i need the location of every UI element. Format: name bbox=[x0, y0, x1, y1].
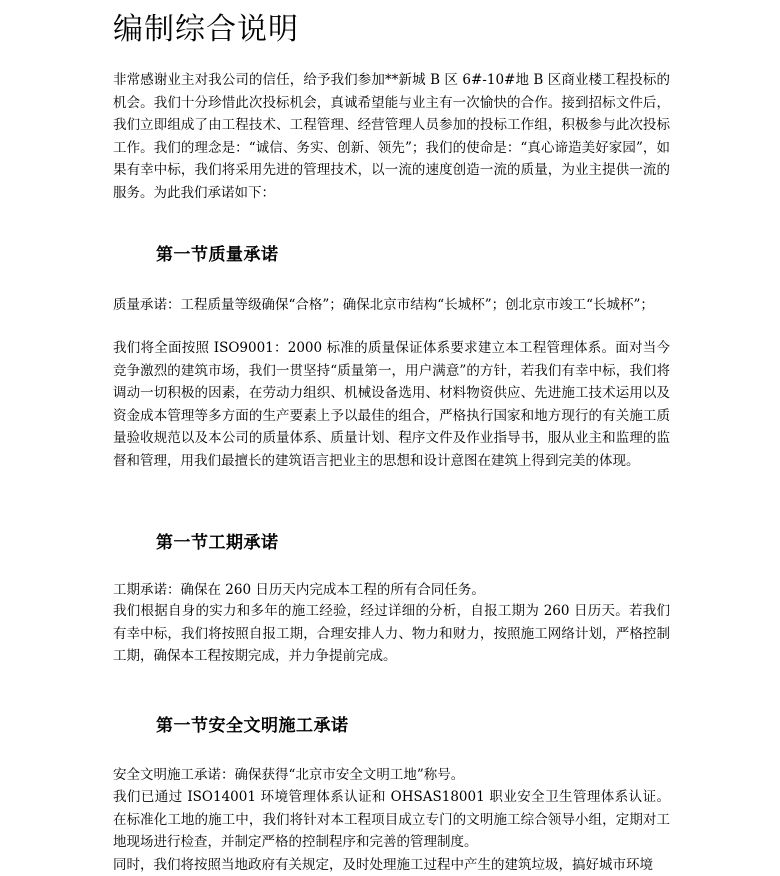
safety-certification-paragraph bbox=[113, 786, 670, 876]
section-heading-safety: 第一节安全文明施工承诺 bbox=[156, 716, 349, 736]
schedule-plan-paragraph: 我们根据自身的实力和多年的施工经验，经过详细的分析，自报工期为 260 日历天。若我们有幸中标，我们将按照自报工期，合理安排人力、物力和财力，按照施工网络计划，严格控制工期，确保本工程按期完成，并力争提前完成。 bbox=[113, 603, 670, 665]
safety-certification-text: 我们已通过 ISO14001 环境管理体系认证和 OHSAS18001 职业安全卫生管理体系认证。在标准化工地的施工中，我们将针对本工程项目成立专门的文明施工综合领导小组，定期对工地现场进行检查，并制定严格的控制程序和完善的管理制度。 bbox=[113, 789, 670, 851]
safety-environment-text: 同时，我们将按照当地政府有关规定，及时处理施工过程中产生的建筑垃圾，搞好城市环境 bbox=[113, 856, 653, 873]
section-heading-quality: 第一节质量承诺 bbox=[156, 245, 279, 265]
schedule-commitment-paragraph: 工期承诺：确保在 260 日历天内完成本工程的所有合同任务。 bbox=[113, 582, 485, 598]
document-title: 编制综合说明 bbox=[113, 12, 299, 47]
safety-commitment-paragraph: 安全文明施工承诺：确保获得“北京市安全文明工地”称号。 bbox=[113, 767, 465, 783]
quality-system-paragraph: 我们将全面按照 ISO9001：2000 标准的质量保证体系要求建立本工程管理体系。面对当今竞争激烈的建筑市场，我们一贯坚持“质量第一，用户满意”的方针，若我们有幸中标，我们将调动一切积极的因素，在劳动力组织、机械设备选用、材料物资供应、先进施工技术运用以及资金成本管理等多方面的生产要素上予以最佳的组合，严格执行国家和地方现行的有关施工质量验收规范以及本公司的质量体系、质量计划、程序文件及作业指导书，服从业主和监理的监督和管理，用我们最擅长的建筑语言把业主的思想和设计意图在建筑上得到完美的体现。 bbox=[113, 340, 670, 469]
section-heading-schedule: 第一节工期承诺 bbox=[156, 533, 279, 553]
intro-paragraph: 非常感谢业主对我公司的信任，给予我们参加**新城 B 区 6#-10#地 B 区商业楼工程投标的机会。我们十分珍惜此次投标机会，真诚希望能与业主有一次愉快的合作。接到招标文件后，我们立即组成了由工程技术、工程管理、经营管理人员参加的投标工作组，积极参与此次投标工作。我们的理念是：“诚信、务实、创新、领先”；我们的使命是：“真心谛造美好家园”，如果有幸中标，我们将采用先进的管理技术，以一流的速度创造一流的质量，为业主提供一流的服务。为此我们承诺如下： bbox=[113, 72, 670, 201]
quality-commitment-paragraph: 质量承诺：工程质量等级确保“合格”；确保北京市结构“长城杯”；创北京市竣工“长城杯”； bbox=[113, 297, 654, 313]
